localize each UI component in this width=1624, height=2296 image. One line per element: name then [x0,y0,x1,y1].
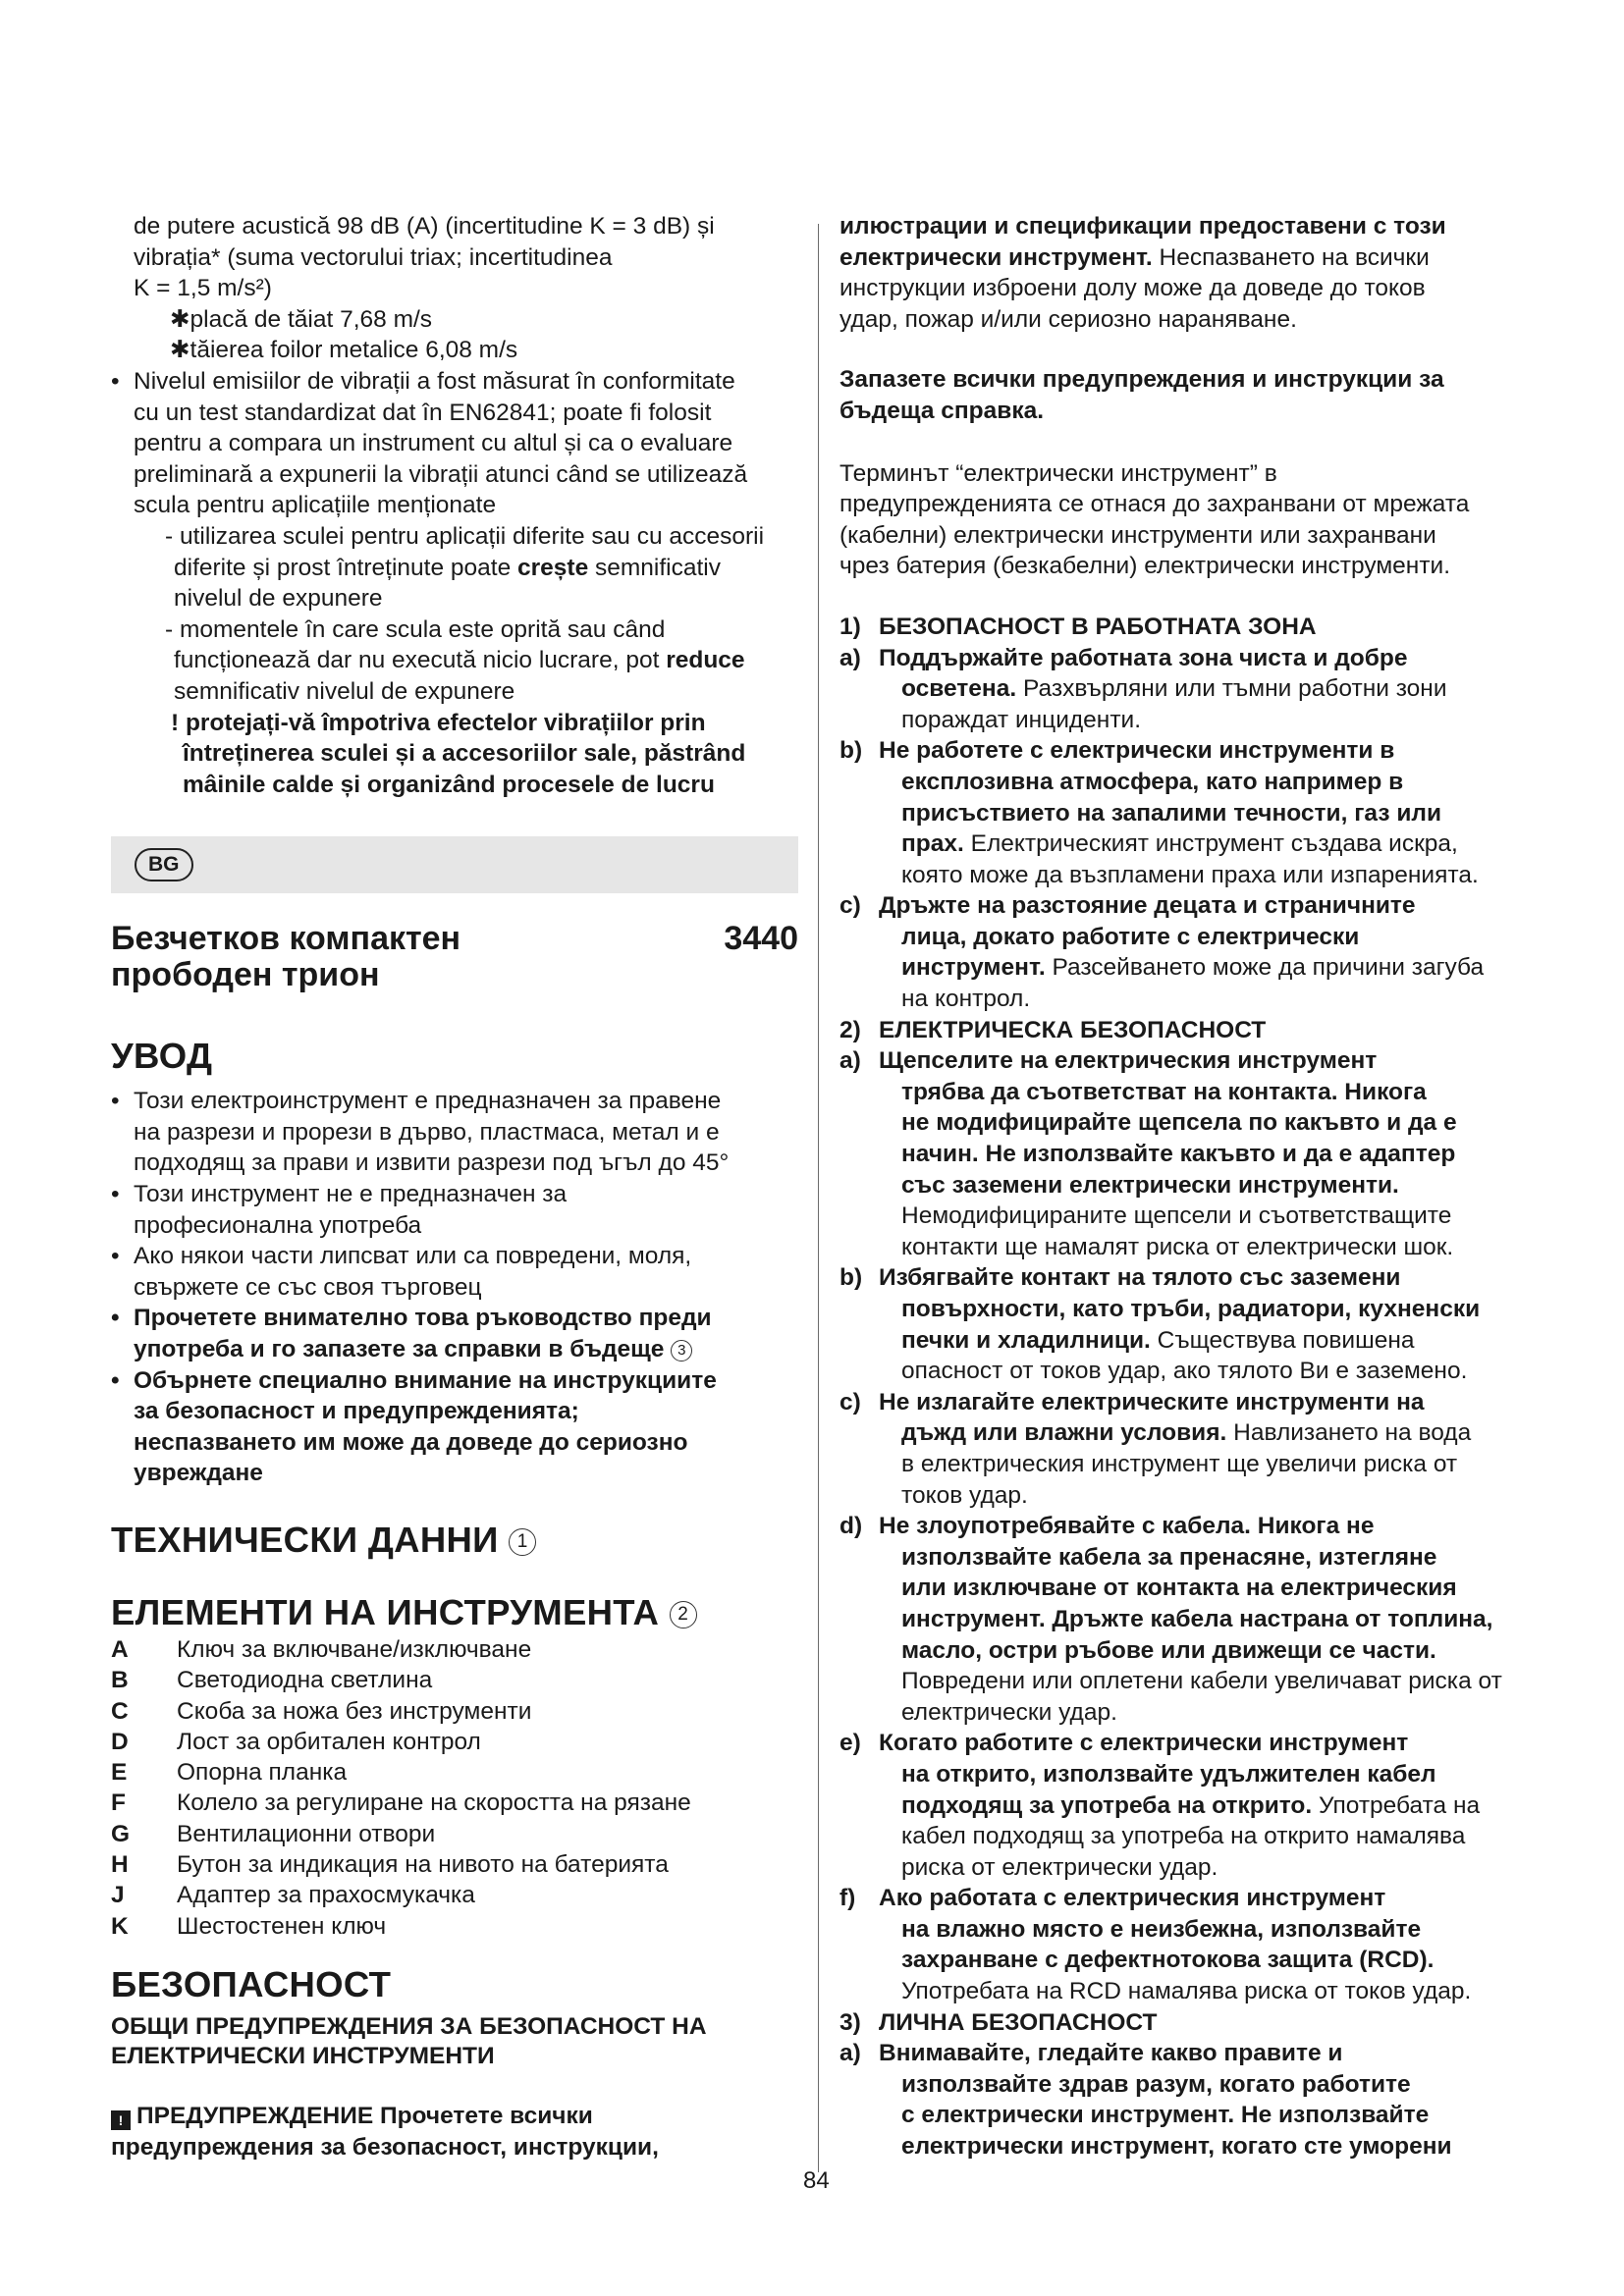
rule-item: b) Избягвайте контакт на тялото със заземени повърхности, като тръби, радиатори, кухненски печки и хладилници. Съществува повишена опасност от токов удар, ако тялото Ви е заземено. [839,1264,1481,1385]
left-column [111,211,798,2163]
tech-data-heading: ТЕХНИЧЕСКИ ДАННИ 1 [111,1519,798,1562]
product-title-line: прободен трион [111,956,380,994]
element-item [111,1727,798,1757]
text-line: ✱tăierea foilor metalice 6,08 m/s [170,337,518,364]
text-line: întreținerea sculei și a accesoriilor sale, păstrând [183,740,746,768]
warning-icon: ! [111,2110,131,2130]
paragraph: Запазете всички предупреждения и инструкции за бъдеща справка. [839,366,1444,424]
text-line: - utilizarea sculei pentru aplicații diferite sau cu accesorii [165,522,765,550]
text-line: scula pentru aplicațiile menționate [134,492,497,519]
element-item [111,1634,798,1665]
bullet-item: • Този електроинструмент е предназначен за правене на разрези и прорези в дърво, пластмаса, метал и е подходящ за прави и извити разрези под ъгъл до 45° [111,1086,798,1179]
element-label: Вентилационни отвори [177,1820,436,1847]
bullet-item: • Ако някои части липсват или са повредени, моля, свържете се със своя търговец [111,1241,798,1303]
element-key: E [111,1759,128,1787]
language-badge: BG [135,848,193,881]
elements-heading: ЕЛЕМЕНТИ НА ИНСТРУМЕНТА 2 [111,1591,798,1634]
rule-item: a) Внимавайте, гледайте какво правите и използвайте здрав разум, когато работите с електрически инструмент. Не използвайте електрически инструмент, когато сте уморени [839,2040,1452,2161]
text-line: K = 1,5 m/s²) [134,275,272,302]
element-label: Лост за орбитален контрол [177,1728,481,1755]
element-item [111,1880,798,1910]
text-line: ! protejați-vă împotriva efectelor vibrațiilor prin [171,709,706,736]
product-title-line: Безчетков компактен [111,920,461,958]
romanian-vibration-block [111,211,798,800]
rule-item: c) Дръжте на разстояние децата и страничните лица, докато работите с електрически инструмент. Разсейването може да причини загуба на контрол. [839,892,1485,1013]
element-label: Адаптер за прахосмукачка [177,1882,475,1909]
paragraph: илюстрации и спецификации предоставени с този електрически инструмент. Неспазването на всички инструкции изброени долу може да доведе до токов удар, пожар и/или сериозно нараняване. [839,213,1446,333]
text-line: preliminară a expunerii la vibrații atunci când se utilizează [134,460,748,488]
rule-item: a) Щепселите на електрическия инструмент трябва да съответстват на контакта. Никога не модифицирайте щепсела по какъвто и да е начин. Не използвайте какъвто и да е адаптер със заземени електрически инструменти. Немодифицираните щепсели и съответстващите контакти ще намалят риска от електрически шок. [839,1047,1457,1260]
text-line: vibrația* (suma vectorului triax; incertitudinea [134,243,613,271]
page-number: 84 [803,2167,830,2194]
text-line: pentru a compara un instrument cu altul și ca o evaluare [134,430,733,457]
section-heading: 1) БЕЗОПАСНОСТ В РАБОТНАТА ЗОНА [839,613,1317,640]
right-column [839,211,1532,2163]
bullet-item: • Обърнете специално внимание на инструкциите за безопасност и предупрежденията; неспазването им може да доведе до сериозно увреждане [111,1365,798,1489]
element-item [111,1788,798,1818]
text-line: cu un test standardizat dat în EN62841; poate fi folosit [134,399,712,426]
bullet-item: • Този инструмент не е предназначен за професионална употреба [111,1179,798,1241]
text-line: - momentele în care scula este oprită sau când [165,615,666,643]
element-key: B [111,1667,129,1694]
element-item [111,1819,798,1849]
element-key: A [111,1636,129,1663]
sub-item [111,521,798,708]
element-label: Ключ за включване/изключване [177,1636,532,1663]
text-line: • Nivelul emisiilor de vibrații a fost măsurat în conformitate [134,367,735,395]
safety-subheading: ОБЩИ ПРЕДУПРЕЖДЕНИЯ ЗА БЕЗОПАСНОСТ НА ЕЛЕКТРИЧЕСКИ ИНСТРУМЕНТИ [111,2012,707,2069]
rule-item: d) Не злоупотребявайте с кабела. Никога не използвайте кабела за пренасяне, изтегляне или изключване от контакта на електрическия инструмент. Дръжте кабела настрана от топлина, масло, остри ръбове или движещи се части. Повредени или оплетени кабели увеличават риска от електрически удар. [839,1513,1502,1726]
text-line: ✱placă de tăiat 7,68 m/s [170,305,433,333]
text-line: semnificativ nivelul de expunere [174,677,515,705]
text-line: de putere acustică 98 dB (A) (incertitudine K = 3 dB) și [134,213,715,240]
safety-rules [839,612,1532,2163]
text-line: diferite și prost întreținute poate crește semnificativ [174,554,721,581]
intro-list [111,1086,798,1489]
element-label: Шестостенен ключ [177,1912,387,1940]
element-key: H [111,1851,129,1879]
bullet-item [111,366,798,521]
product-number: 3440 [724,920,798,958]
figure-ref-2: 2 [670,1601,697,1629]
text-line: funcționează dar nu execută nicio lucrare, pot reduce [174,647,745,674]
element-item [111,1665,798,1695]
bullet-item: • Прочетете внимателно това ръководство преди употреба и го запазете за справки в бъдеще 3 [111,1303,798,1364]
element-label: Колело за регулиране на скоростта на рязане [177,1789,691,1817]
element-item [111,1696,798,1727]
rule-item: c) Не излагайте електрическите инструменти на дъжд или влажни условия. Навлизането на вода в електрическия инструмент ще увеличи риска от токов удар. [839,1388,1472,1509]
element-item [111,1911,798,1942]
text-line: mâinile calde și organizând procesele de lucru [183,771,715,798]
element-label: Светодиодна светлина [177,1667,433,1694]
general-warning: ! ПРЕДУПРЕЖДЕНИЕ Прочетете всички предупреждения за безопасност, инструкции, [111,2102,659,2161]
product-title [111,921,798,993]
element-key: G [111,1820,131,1847]
intro-heading: УВОД [111,1036,213,1077]
rule-item: a) Поддържайте работната зона чиста и добре осветена. Разхвърляни или тъмни работни зони пораждат инциденти. [839,644,1447,733]
vibration-warning [111,708,798,801]
element-label: Бутон за индикация на нивото на батерията [177,1851,669,1879]
figure-ref-3: 3 [671,1340,692,1362]
rule-item: b) Не работете с електрически инструменти в експлозивна атмосфера, като например в присъствието на запалими течности, газ или прах. Електрическият инструмент създава искра, която може да възпламени праха или изпаренията. [839,737,1479,888]
text-line: nivelul de expunere [174,585,383,613]
language-bar [111,836,798,893]
element-key: K [111,1912,129,1940]
section-heading: 2) ЕЛЕКТРИЧЕСКА БЕЗОПАСНОСТ [839,1016,1267,1043]
figure-ref-1: 1 [509,1528,536,1556]
element-key: C [111,1697,129,1725]
element-key: F [111,1789,126,1817]
section-heading: 3) ЛИЧНА БЕЗОПАСНОСТ [839,2008,1158,2036]
element-label: Скоба за ножа без инструменти [177,1697,532,1725]
element-label: Опорна планка [177,1759,348,1787]
rule-item: e) Когато работите с електрически инструмент на открито, използвайте удължителен кабел подходящ за употреба на открито. Употребата на кабел подходящ за употреба на открито намалява риска от електрически удар. [839,1730,1481,1881]
element-item [111,1849,798,1880]
paragraph: Терминът “електрически инструмент” в предупрежденията се отнася до захранвани от мрежата (кабелни) електрически инструменти или захранвани чрез батерия (безкабелни) електрически инструменти. [839,459,1470,580]
element-key: J [111,1882,125,1909]
column-divider [818,224,819,2172]
elements-list [111,1634,798,1942]
element-item [111,1757,798,1788]
element-key: D [111,1728,129,1755]
safety-heading: БЕЗОПАСНОСТ [111,1963,392,2004]
rule-item: f) Ако работата с електрическия инструмент на влажно място е неизбежна, използвайте захранване с дефектнотокова защита (RCD). Употребата на RCD намалява риска от токов удар. [839,1885,1472,2005]
